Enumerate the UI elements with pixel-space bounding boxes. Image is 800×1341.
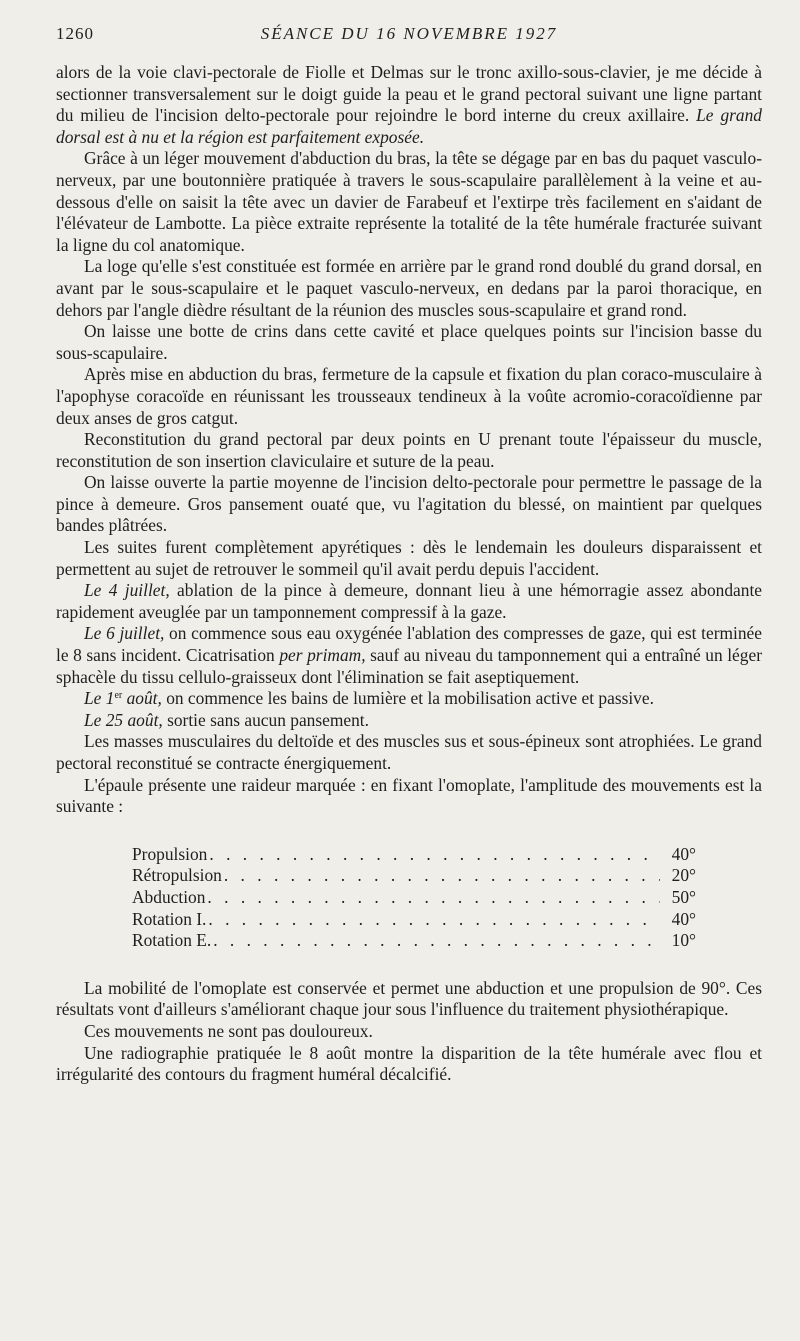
- paragraph-6: Reconstitution du grand pectoral par deux points en U prenant toute l'épaisseur du muscle, reconstitution de son insertion claviculaire et suture de la peau.: [56, 429, 762, 471]
- leader-dots: [207, 887, 660, 909]
- date-aout: août,: [122, 688, 162, 709]
- paragraph-11-text: on commence les bains de lumière et la mobilisation active et passive.: [161, 688, 654, 709]
- page-header: [56, 20, 762, 50]
- paragraph-10: [56, 623, 762, 688]
- paragraph-12-text: sortie sans aucun pansement.: [162, 709, 369, 730]
- paragraph-5: Après mise en abduction du bras, fermeture de la capsule et fixation du plan coraco-musculaire à l'apophyse coracoïde en réunissant les trousseaux tendineux à la voûte acromio-coracoïdienne par deux anses de gros catgut.: [56, 364, 762, 428]
- paragraph-11: [56, 688, 762, 710]
- movement-label: Rotation E.: [132, 930, 212, 951]
- movement-value: 50°: [671, 886, 696, 907]
- paragraph-7: On laisse ouverte la partie moyenne de l'incision delto-pectorale pour permettre le passage de la pince à demeure. Gros pansement ouaté que, vu l'agitation du blessé, on maintient par quelques bandes plâtrées.: [56, 472, 762, 536]
- table-row: [132, 844, 696, 866]
- paragraph-2: Grâce à un léger mouvement d'abduction du bras, la tête se dégage par en bas du paquet vasculo-nerveux, par une boutonnière pratiquée à travers le sous-scapulaire parallèlement à la veine et au-dessous d'elle on saisit la tête avec un davier de Farabeuf et l'extirpe très facilement en s'aidant de l'élévateur de Lambotte. La pièce extraite représente la totalité de la tête humérale fracturée suivant la ligne du col anatomique.: [56, 148, 762, 255]
- movement-value: 40°: [671, 908, 696, 929]
- paragraph-4: On laisse une botte de crins dans cette cavité et place quelques points sur l'incision basse du sous-scapulaire.: [56, 321, 762, 363]
- paragraph-15: La mobilité de l'omoplate est conservée et permet une abduction et une propulsion de 90°. Ces résultats vont d'ailleurs s'améliorant chaque jour sous l'influence du traitement physiothérapique.: [56, 977, 762, 1020]
- paragraph-8: Les suites furent complètement apyrétiques : dès le lendemain les douleurs disparaissent et permettent au sujet de retrouver le sommeil qu'il avait perdu depuis l'accident.: [56, 537, 762, 579]
- date-juillet: juillet,: [119, 623, 165, 644]
- paragraph-9-text: ablation de la pince à demeure, donnant lieu à une hémorragie assez abondante rapidement aveuglée par un tamponnement compressif à la gaze.: [56, 580, 763, 622]
- table-row: [132, 865, 696, 887]
- leader-dots: [208, 909, 660, 931]
- paragraph-16: Ces mouvements ne sont pas douloureux.: [84, 1020, 373, 1041]
- paragraph-12: [56, 710, 762, 732]
- paragraph-3: La loge qu'elle s'est constituée est formée en arrière par le grand rond doublé du grand dorsal, en avant par le sous-scapulaire et le paquet vasculo-nerveux, en dedans par la paroi thoracique, en dehors par l'angle dièdre résultant de la réunion des muscles sous-scapulaire et grand rond.: [56, 256, 762, 320]
- paragraph-10-text-a: on commence sous eau oxygénée l'ablation des compresses de gaze, qui est terminée le 8 sans incident. Cicatrisation: [56, 623, 762, 666]
- movement-amplitude-table: [132, 844, 696, 952]
- date-aout-25: août,: [127, 709, 163, 730]
- article-body: [56, 62, 762, 1086]
- superscript-er: er: [114, 690, 123, 702]
- movement-label: Propulsion: [132, 843, 208, 864]
- paragraph-9: [56, 580, 762, 623]
- leader-dots: [224, 865, 660, 887]
- date-le-1: Le 1: [84, 688, 115, 709]
- paragraph-10-text-b: sauf au niveau du tamponnement qui a entraîné un léger sphacèle du tissu cellulo-graisseux dont l'élimination se fait aseptiquement.: [56, 645, 762, 687]
- leader-dots: [213, 930, 660, 952]
- paragraph-14: L'épaule présente une raideur marquée : en fixant l'omoplate, l'amplitude des mouvements est la suivante :: [56, 774, 762, 817]
- table-row: [132, 930, 696, 952]
- per-primam: per primam,: [279, 645, 366, 666]
- movement-value: 10°: [671, 930, 696, 951]
- paragraph-1-italic: Le grand dorsal est à nu et la région est parfaitement exposée.: [56, 105, 762, 147]
- paragraph-1: [56, 62, 762, 148]
- date-le-6: Le 6: [84, 623, 120, 644]
- running-title: SÉANCE DU 16 NOVEMBRE 1927: [260, 24, 558, 43]
- table-row: [132, 909, 696, 931]
- leader-dots: [209, 844, 660, 866]
- movement-value: 20°: [671, 865, 696, 886]
- movement-label: Abduction: [132, 886, 206, 907]
- page-number: 1260: [56, 24, 94, 43]
- date-4-juillet: Le 4 juillet,: [84, 580, 170, 601]
- table-row: [132, 887, 696, 909]
- paragraph-1-text: alors de la voie clavi-pectorale de Fiolle et Delmas sur le tronc axillo-sous-clavier, je me décide à sectionner transversalement sur le doigt guide la peau et le grand pectoral suivant une ligne partant du milieu de l'incision delto-pectorale pour rejoindre le bord interne du creux axillaire.: [56, 62, 762, 126]
- paragraph-17: Une radiographie pratiquée le 8 août montre la disparition de la tête humérale avec flou et irrégularité des contours du fragment huméral décalcifié.: [56, 1042, 762, 1085]
- movement-label: Rétropulsion: [132, 865, 222, 886]
- date-le-25: Le 25: [84, 709, 128, 730]
- movement-label: Rotation I.: [132, 908, 207, 929]
- paragraph-13: Les masses musculaires du deltoïde et des muscles sus et sous-épineux sont atrophiées. Le grand pectoral reconstitué se contracte énergiquement.: [56, 731, 762, 773]
- movement-value: 40°: [671, 843, 696, 864]
